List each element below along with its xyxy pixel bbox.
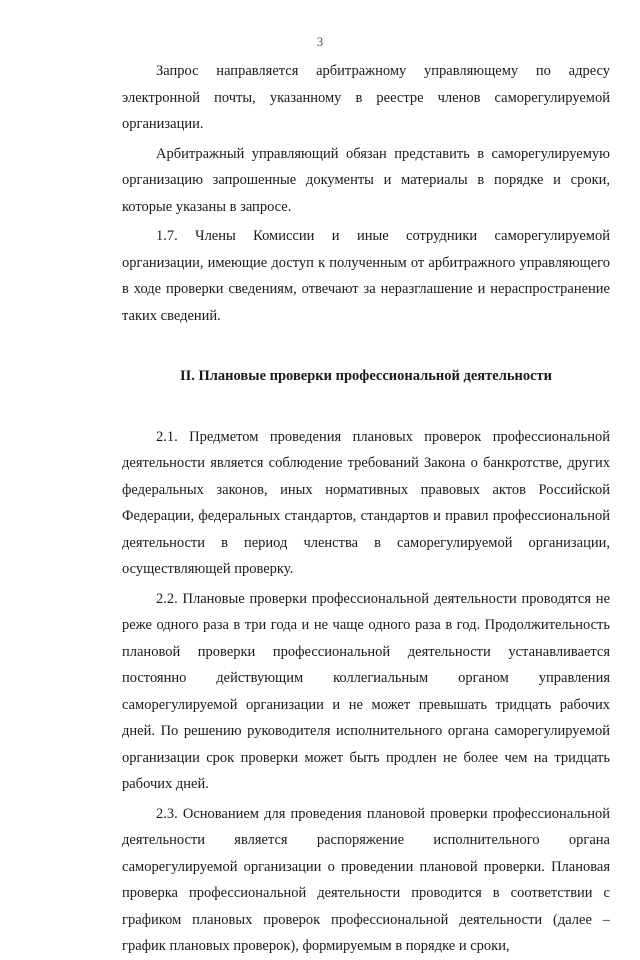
paragraph-1-7-confidentiality: 1.7. Члены Комиссии и иные сотрудники саморегулируемой организации, имеющие доступ к полученным от арбитражного управляющего в ходе проверки сведениям, отвечают за неразглашение и нераспространение таких сведений. bbox=[122, 228, 610, 324]
paragraph-2-3: 2.3. Основанием для проведения плановой проверки профессиональной деятельности является распоряжение исполнительного органа саморегулируемой организации о проведении плановой проверки. Плановая проверка профессиональной деятельности проводится в соответствии с графиком плановых проверок профессиональной деятельности (далее – график плановых проверок), формируемым в порядке и сроки, bbox=[122, 805, 610, 954]
paragraph-manager-obligation: Арбитражный управляющий обязан представить в саморегулируемую организацию запрошенные документы и материалы в порядке и сроки, которые указаны в запросе. bbox=[122, 145, 610, 215]
document-body bbox=[122, 58, 610, 960]
paragraph-2-1: 2.1. Предметом проведения плановых проверок профессиональной деятельности является соблюдение требований Закона о банкротстве, других федеральных законов, иных нормативных правовых актов Российской Федерации, федеральных стандартов, стандартов и правил профессиональной деятельности в период членства в саморегулируемой организации, осуществляющей проверку. bbox=[122, 428, 610, 577]
section-heading: II. Плановые проверки профессиональной деятельности bbox=[179, 368, 553, 384]
paragraph-request-sent: Запрос направляется арбитражному управляющему по адресу электронной почты, указанному в реестре членов саморегулируемой организации. bbox=[122, 63, 610, 132]
page-number: 3 bbox=[316, 34, 324, 49]
paragraph-2-2: 2.2. Плановые проверки профессиональной деятельности проводятся не реже одного раза в три года и не чаще одного раза в год. Продолжительность плановой проверки профессиональной деятельности устанавливается постоянно действующим коллегиальным органом управления саморегулируемой организации и не может превышать тридцать рабочих дней. По решению руководителя исполнительного органа саморегулируемой организации срок проверки может быть продлен не более чем на тридцать рабочих дней. bbox=[122, 590, 610, 792]
